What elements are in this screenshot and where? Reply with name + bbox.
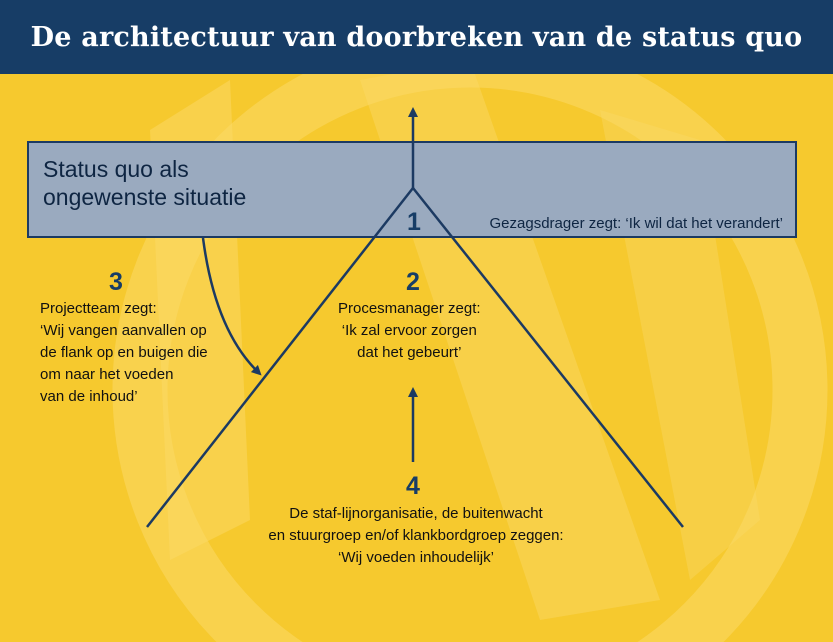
step-4-text	[246, 503, 586, 569]
gezagsdrager-text: Gezagsdrager zegt: ‘Ik wil dat het verandert’	[489, 215, 783, 232]
status-quo-title-line-2: ongewenste situatie	[43, 184, 247, 210]
step-3-line: Projectteam zegt:	[40, 300, 157, 317]
step-1-number: 1	[407, 208, 421, 236]
page-title: De architectuur van doorbreken van de status quo	[30, 21, 803, 53]
step-4-line: en stuurgroep en/of klankbordgroep zeggen:	[268, 527, 564, 544]
step-3-line: van de inhoud’	[40, 388, 138, 405]
step-2-text	[338, 298, 481, 364]
step-2-number: 2	[406, 268, 420, 296]
step-3-line: ‘Wij vangen aanvallen op	[40, 322, 207, 339]
step-4-line: ‘Wij voeden inhoudelijk’	[338, 549, 494, 566]
step-2-line: Procesmanager zegt:	[338, 300, 481, 317]
curved-arrow	[203, 238, 258, 372]
step-3-text	[40, 298, 208, 408]
step-4-line: De staf-lijnorganisatie, de buitenwacht	[289, 505, 543, 522]
step-2-line: ‘Ik zal ervoor zorgen	[341, 322, 477, 339]
step-2-line: dat het gebeurt’	[357, 344, 462, 361]
status-quo-title-line-1: Status quo als	[43, 156, 189, 182]
step-3-line: om naar het voeden	[40, 366, 174, 383]
step-3-number: 3	[109, 268, 123, 296]
step-3-line: de flank op en buigen die	[40, 344, 208, 361]
step-4-number: 4	[406, 472, 420, 500]
